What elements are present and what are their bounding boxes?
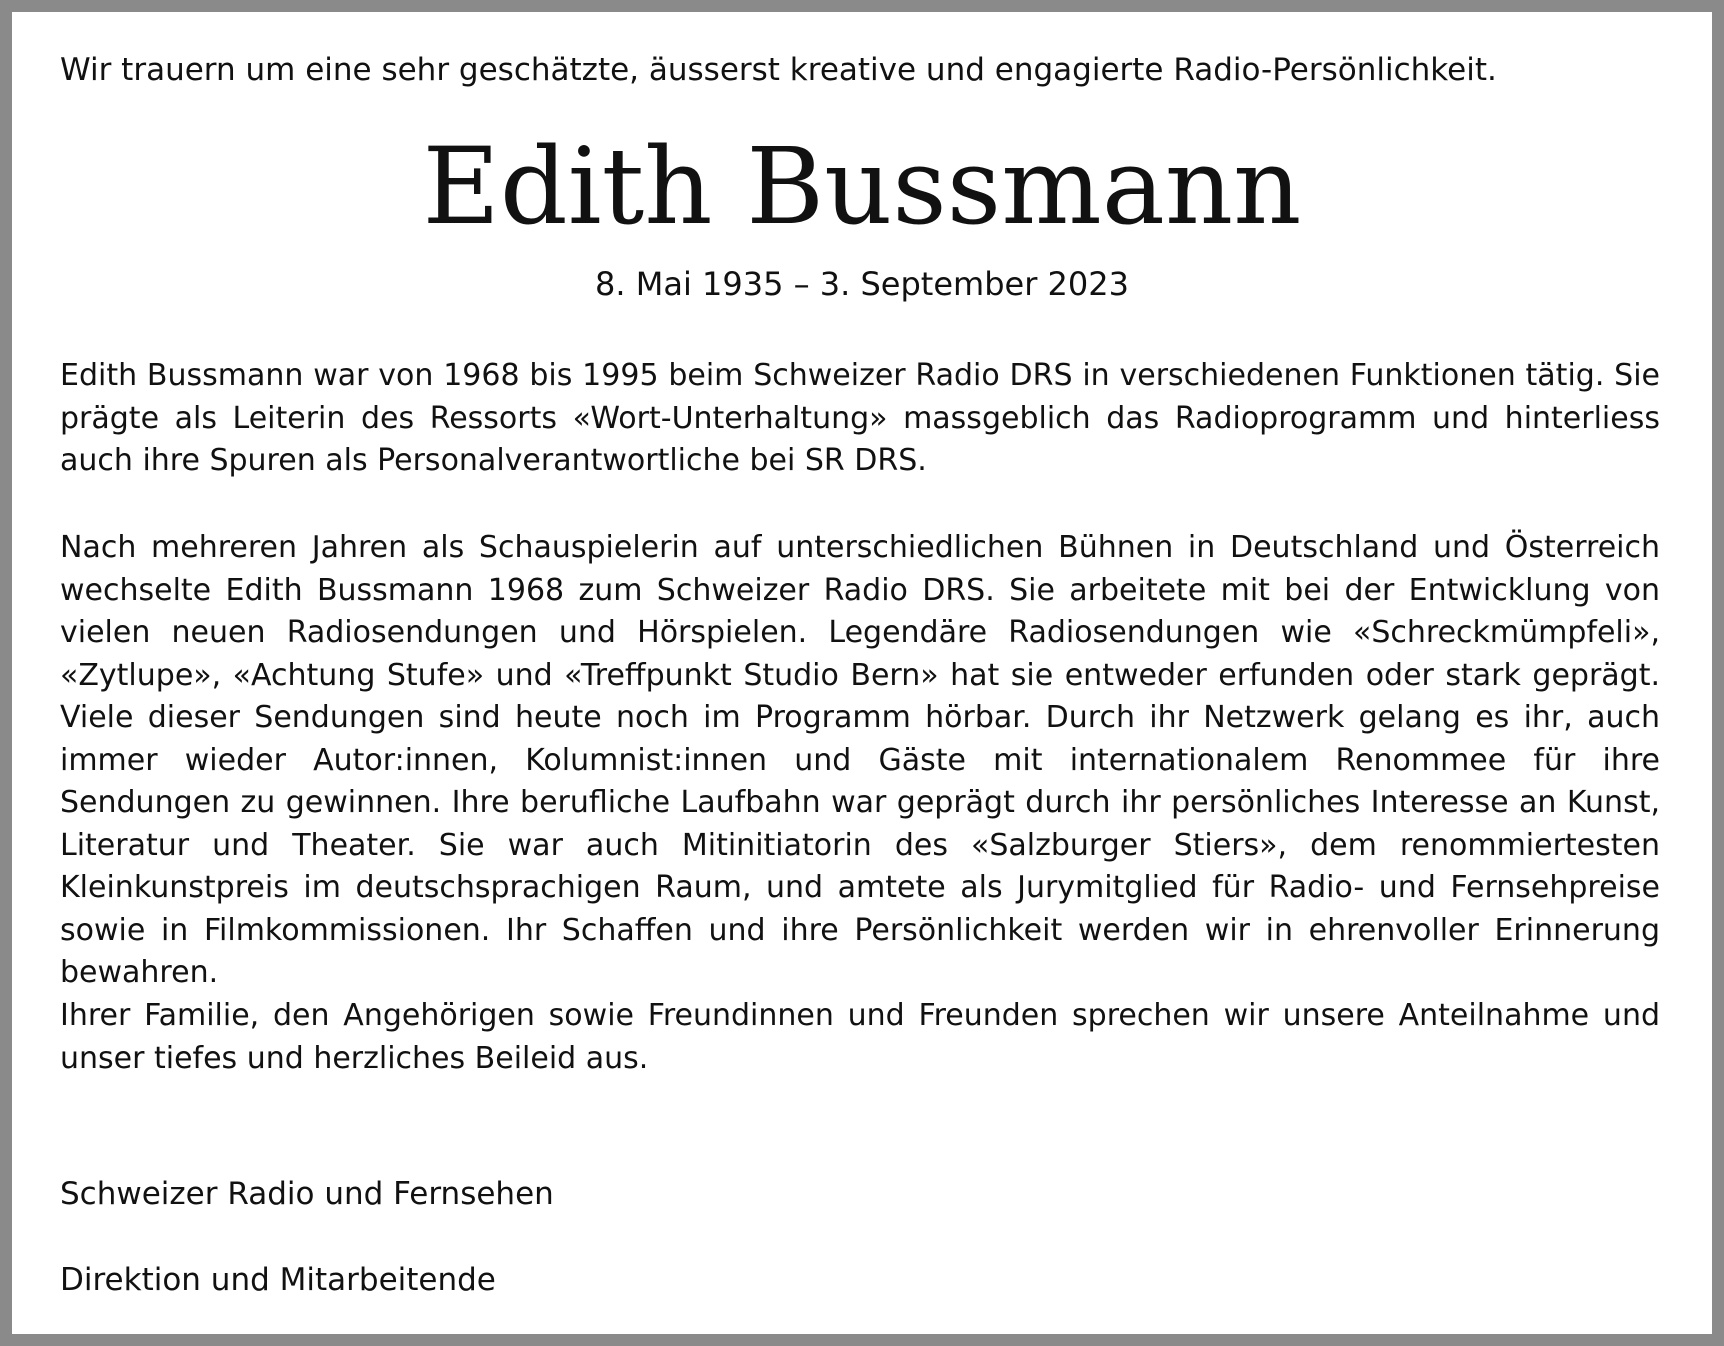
paragraph-career: Edith Bussmann war von 1968 bis 1995 beim Schweizer Radio DRS in verschiedenen Funktionen tätig. Sie prägte als Leiterin des Ressorts «Wort-Unterhaltung» massgeblich das Radioprogramm und hinterliess auch ihre Spuren als Personalverantwortliche bei SR DRS. <box>60 358 1660 478</box>
obituary-notice <box>12 12 1712 1334</box>
deceased-name: Edith Bussmann <box>422 125 1302 248</box>
paragraph-condolences: Ihrer Familie, den Angehörigen sowie Freundinnen und Freunden sprechen wir unsere Anteilnahme und unser tiefes und herzliches Beileid aus. <box>60 998 1660 1076</box>
intro-line: Wir trauern um eine sehr geschätzte, äusserst kreative und engagierte Radio-Persönlichkeit. <box>60 52 1497 88</box>
signature-group: Direktion und Mitarbeitende <box>60 1262 496 1298</box>
signature-organization: Schweizer Radio und Fernsehen <box>60 1176 554 1212</box>
paragraph-biography: Nach mehreren Jahren als Schauspielerin auf unterschiedlichen Bühnen in Deutschland und Österreich wechselte Edith Bussmann 1968 zum Schweizer Radio DRS. Sie arbeitete mit bei der Entwicklung von vielen neuen Radiosendungen und Hörspielen. Legendäre Radiosendungen wie «Schreckmümpfeli», «Zytlupe», «Achtung Stufe» und «Treffpunkt Studio Bern» hat sie entweder erfunden oder stark geprägt. Viele dieser Sendungen sind heute noch im Programm hörbar. Durch ihr Netzwerk gelang es ihr, auch immer wieder Autor:innen, Kolumnist:innen und Gäste mit internationalem Renommee für ihre Sendungen zu gewinnen. Ihre berufliche Laufbahn war geprägt durch ihr persönliches Interesse an Kunst, Literatur und Theater. Sie war auch Mitinitiatorin des «Salzburger Stiers», dem renommiertesten Kleinkunstpreis im deutschsprachigen Raum, und amtete als Jurymitglied für Radio- und Fernsehpreise sowie in Filmkommissionen. Ihr Schaffen und ihre Persönlichkeit werden wir in ehrenvoller Erinnerung bewahren. <box>60 530 1660 990</box>
life-dates: 8. Mai 1935 – 3. September 2023 <box>595 265 1129 303</box>
